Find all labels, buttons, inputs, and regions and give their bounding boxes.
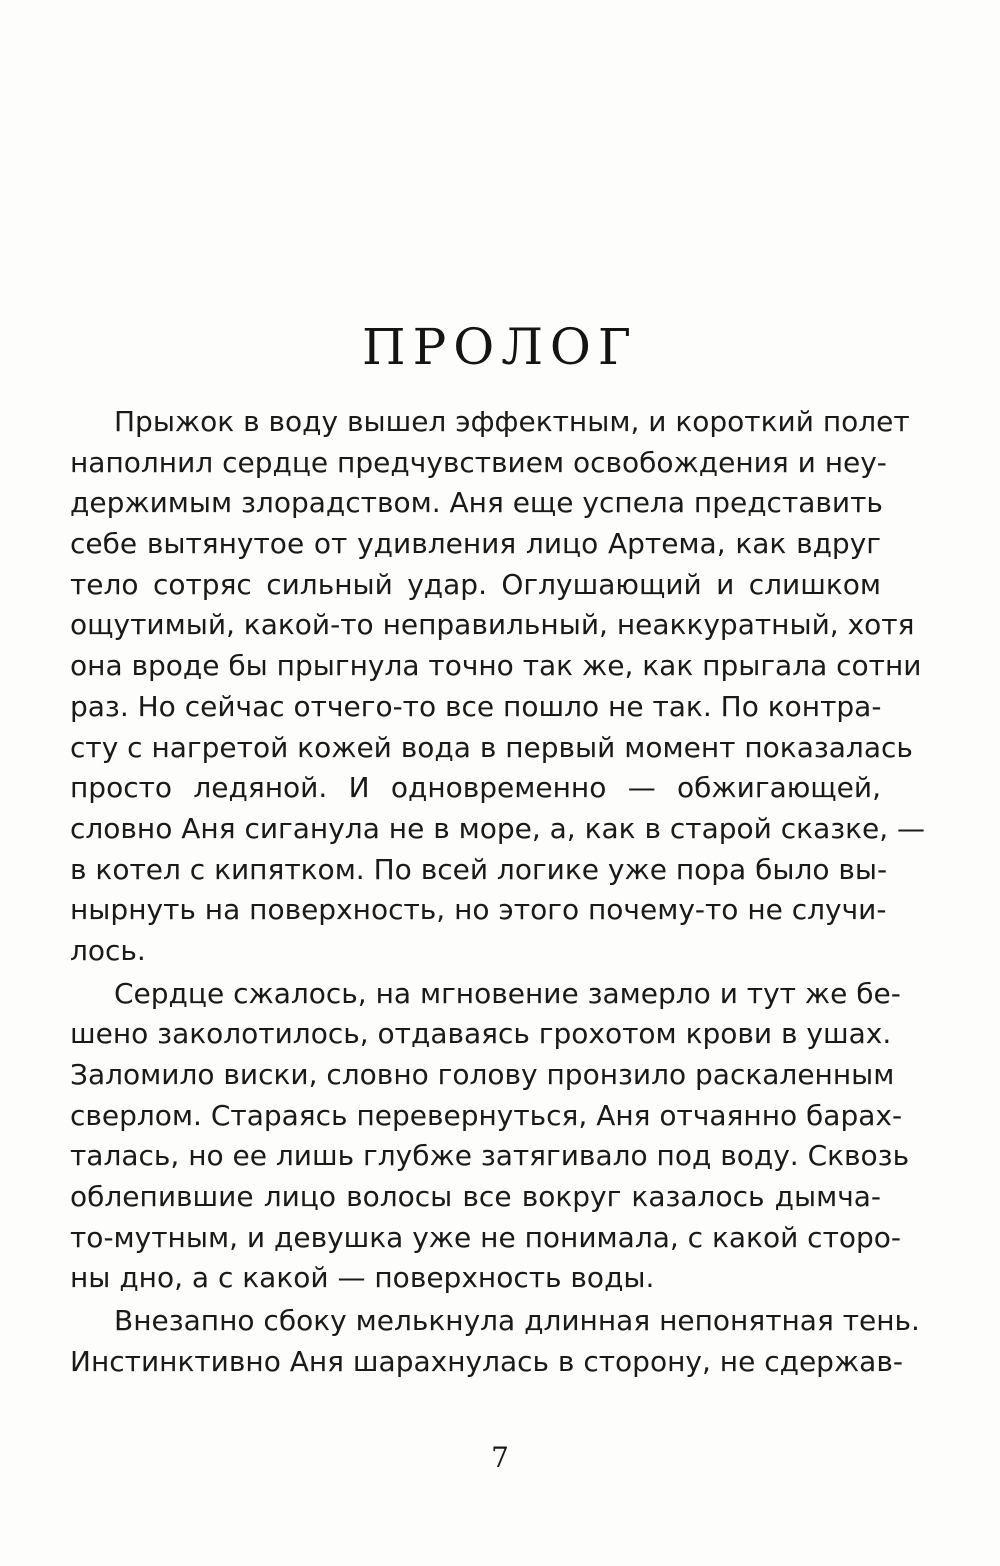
text-line: ощутимый, какой-то неправильный, неаккуратный, хотя <box>70 608 915 642</box>
text-line: наполнил сердце предчувствием освобождения и неу- <box>70 445 887 479</box>
text-line: облепившие лицо волосы все вокруг казалось дымча- <box>70 1180 881 1214</box>
text-line: она вроде бы прыгнула точно так же, как прыгала сотни <box>70 649 922 683</box>
text-line: себе вытянутое от удивления лицо Артема, как вдруг <box>70 527 881 561</box>
text-line: Прыжок в воду вышел эффектным, и короткий полет <box>114 405 910 438</box>
paragraph-1 <box>70 402 926 972</box>
text-line: шено заколотилось, отдаваясь грохотом крови в ушах. <box>70 1017 892 1051</box>
text-line: Заломило виски, словно голову пронзило раскаленным <box>70 1058 895 1091</box>
text-line: сверлом. Стараясь перевернуться, Аня отчаянно барах- <box>70 1098 903 1132</box>
text-line: Внезапно сбоку мелькнула длинная непонятная тень. <box>114 1304 920 1338</box>
text-line: Инстинктивно Аня шарахнулась в сторону, не сдержав- <box>70 1344 903 1378</box>
paragraph-3 <box>70 1301 920 1382</box>
page-number: 7 <box>491 1441 509 1474</box>
chapter-body <box>70 402 926 1385</box>
text-line: нырнуть на поверхность, но этого почему-то не случи- <box>70 893 887 927</box>
text-line: талась, но ее лишь глубже затягивало под воду. Сквозь <box>70 1139 910 1173</box>
text-line: то-мутным, и девушка уже не понимала, с какой сторо- <box>70 1220 902 1254</box>
text-line: словно Аня сиганула не в море, а, как в старой сказке, — <box>70 811 926 845</box>
text-line: в котел с кипятком. По всей логике уже пора было вы- <box>70 852 888 886</box>
text-line: Сердце сжалось, на мгновение замерло и тут же бе- <box>114 976 901 1010</box>
paragraph-2 <box>70 974 910 1300</box>
text-line: сту с нагретой кожей вода в первый момент показалась <box>70 730 913 764</box>
text-line: тело сотряс сильный удар. Оглушающий и слишком <box>70 567 881 601</box>
text-line: лось. <box>70 933 146 967</box>
text-line: ны дно, а с какой — поверхность воды. <box>70 1261 655 1295</box>
text-line: просто ледяной. И одновременно — обжигающей, <box>70 771 881 805</box>
chapter-title: ПРОЛОГ <box>361 318 639 376</box>
text-line: раз. Но сейчас отчего-то все пошло не так. По контра- <box>70 689 882 723</box>
text-line: держимым злорадством. Аня еще успела представить <box>70 486 883 520</box>
